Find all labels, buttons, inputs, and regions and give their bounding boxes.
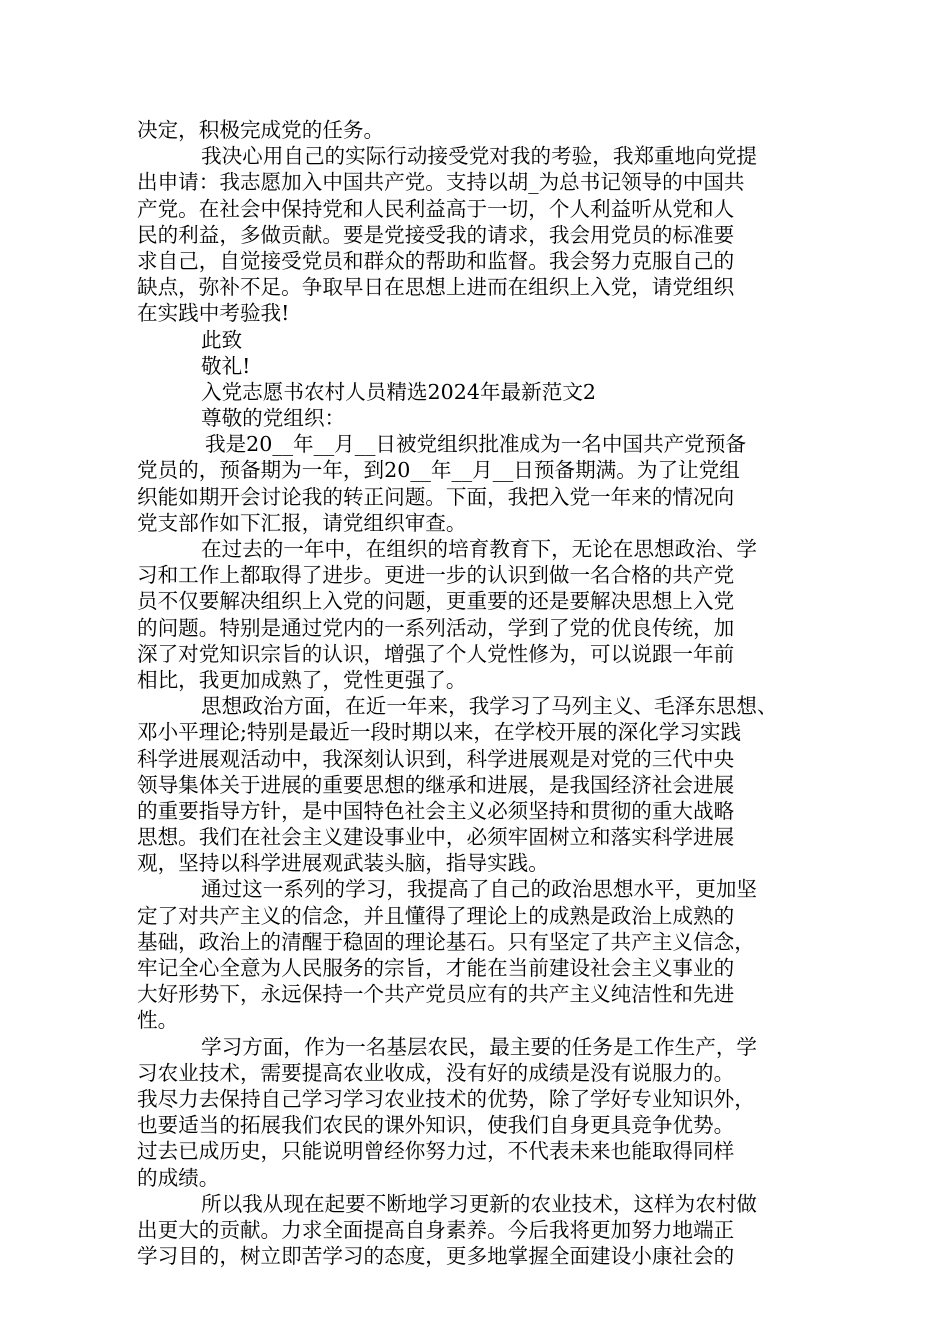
text-line: 思想。我们在社会主义建设事业中，必须牢固树立和落实科学进展 (137, 825, 735, 850)
paragraph-start-line: 在过去的一年中，在组织的培育教育下，无论在思想政治、学 (201, 537, 758, 561)
text-line: 习农业技术，需要提高农业收成，没有好的成绩是没有说服力的。 (137, 1060, 735, 1085)
text-line: 党支部作如下汇报，请党组织审查。 (137, 510, 467, 535)
text-line: 的重要指导方针，是中国特色社会主义必须坚持和贯彻的重大战略 (137, 798, 735, 823)
paragraph-start-line: 所以我从现在起要不断地学习更新的农业技术，这样为农村做 (201, 1191, 758, 1216)
text-line: 员不仅要解决组织上入党的问题，更重要的还是要解决思想上入党 (137, 589, 735, 614)
text-line: 邓小平理论;特别是最近一段时期以来，在学校开展的深化学习实践 (137, 720, 742, 745)
text-line: 基础，政治上的清醒于稳固的理论基石。只有坚定了共产主义信念， (137, 929, 755, 954)
text-line: 的成绩。 (137, 1165, 220, 1190)
text-line: 我尽力去保持自己学习学习农业技术的优势，除了学好专业知识外， (137, 1086, 755, 1111)
text-line: 织能如期开会讨论我的转正问题。下面，我把入党一年来的情况向 (137, 484, 735, 509)
greeting-line: 尊敬的党组织： (201, 406, 346, 431)
paragraph-start-line: 思想政治方面，在近一年来，我学习了马列主义、毛泽东思想、 (201, 694, 778, 719)
text-line: 领导集体关于进展的重要思想的继承和进展，是我国经济社会进展 (137, 772, 735, 797)
text-line: 在实践中考验我! (137, 301, 290, 326)
text-line: 观，坚持以科学进展观武装头脑，指导实践。 (137, 851, 549, 876)
closing-salutation: 此致 (201, 327, 243, 352)
text-line: 缺点，弥补不足。争取早日在思想上进而在组织上入党，请党组织 (137, 275, 735, 300)
text-line: 民的利益，多做贡献。要是党接受我的请求，我会用党员的标准要 (137, 222, 735, 247)
text-line: 相比，我更加成熟了，党性更强了。 (137, 667, 467, 692)
text-line: 性。 (137, 1008, 179, 1033)
document-body (137, 117, 817, 1269)
text-line: 的问题。特别是通过党内的一系列活动，学到了党的优良传统，加 (137, 615, 735, 640)
paragraph-start-line: 我是20__年__月__日被党组织批准成为一名中国共产党预备 (205, 432, 747, 457)
text-line: 科学进展观活动中，我深刻认识到，科学进展观是对党的三代中央 (137, 746, 735, 771)
paragraph-start-line: 我决心用自己的实际行动接受党对我的考验，我郑重地向党提 (201, 144, 758, 169)
text-line: 出更大的贡献。力求全面提高自身素养。今后我将更加努力地端正 (137, 1217, 735, 1242)
text-line: 牢记全心全意为人民服务的宗旨，才能在当前建设社会主义事业的 (137, 956, 735, 980)
text-line: 大好形势下，永远保持一个共产党员应有的共产主义纯洁性和先进 (137, 982, 735, 1007)
section-title: 入党志愿书农村人员精选2024年最新范文2 (201, 379, 597, 404)
text-line: 学习目的，树立即苦学习的态度，更多地掌握全面建设小康社会的 (137, 1244, 735, 1269)
text-line: 产党。在社会中保持党和人民利益高于一切，个人利益听从党和人 (137, 196, 735, 221)
paragraph-start-line: 学习方面，作为一名基层农民，最主要的任务是工作生产，学 (201, 1034, 758, 1059)
text-line: 党员的，预备期为一年，到20__年__月__日预备期满。为了让党组 (137, 458, 740, 483)
text-line: 出申请：我志愿加入中国共产党。支持以胡_为总书记领导的中国共 (137, 170, 745, 195)
text-line: 也要适当的拓展我们农民的课外知识，使我们自身更具竞争优势。 (137, 1113, 735, 1138)
text-line: 过去已成历史，只能说明曾经你努力过，不代表未来也能取得同样 (137, 1139, 735, 1164)
text-line: 决定，积极完成党的任务。 (137, 118, 385, 142)
text-line: 深了对党知识宗旨的认识，增强了个人党性修为，可以说跟一年前 (137, 641, 735, 666)
paragraph-start-line: 通过这一系列的学习，我提高了自己的政治思想水平，更加坚 (201, 877, 758, 902)
text-line: 求自己，自觉接受党员和群众的帮助和监督。我会努力克服自己的 (137, 248, 735, 273)
closing-respect: 敬礼! (201, 353, 251, 378)
text-line: 定了对共产主义的信念，并且懂得了理论上的成熟是政治上成熟的 (137, 903, 735, 928)
text-line: 习和工作上都取得了进步。更进一步的认识到做一名合格的共产党 (137, 563, 735, 588)
